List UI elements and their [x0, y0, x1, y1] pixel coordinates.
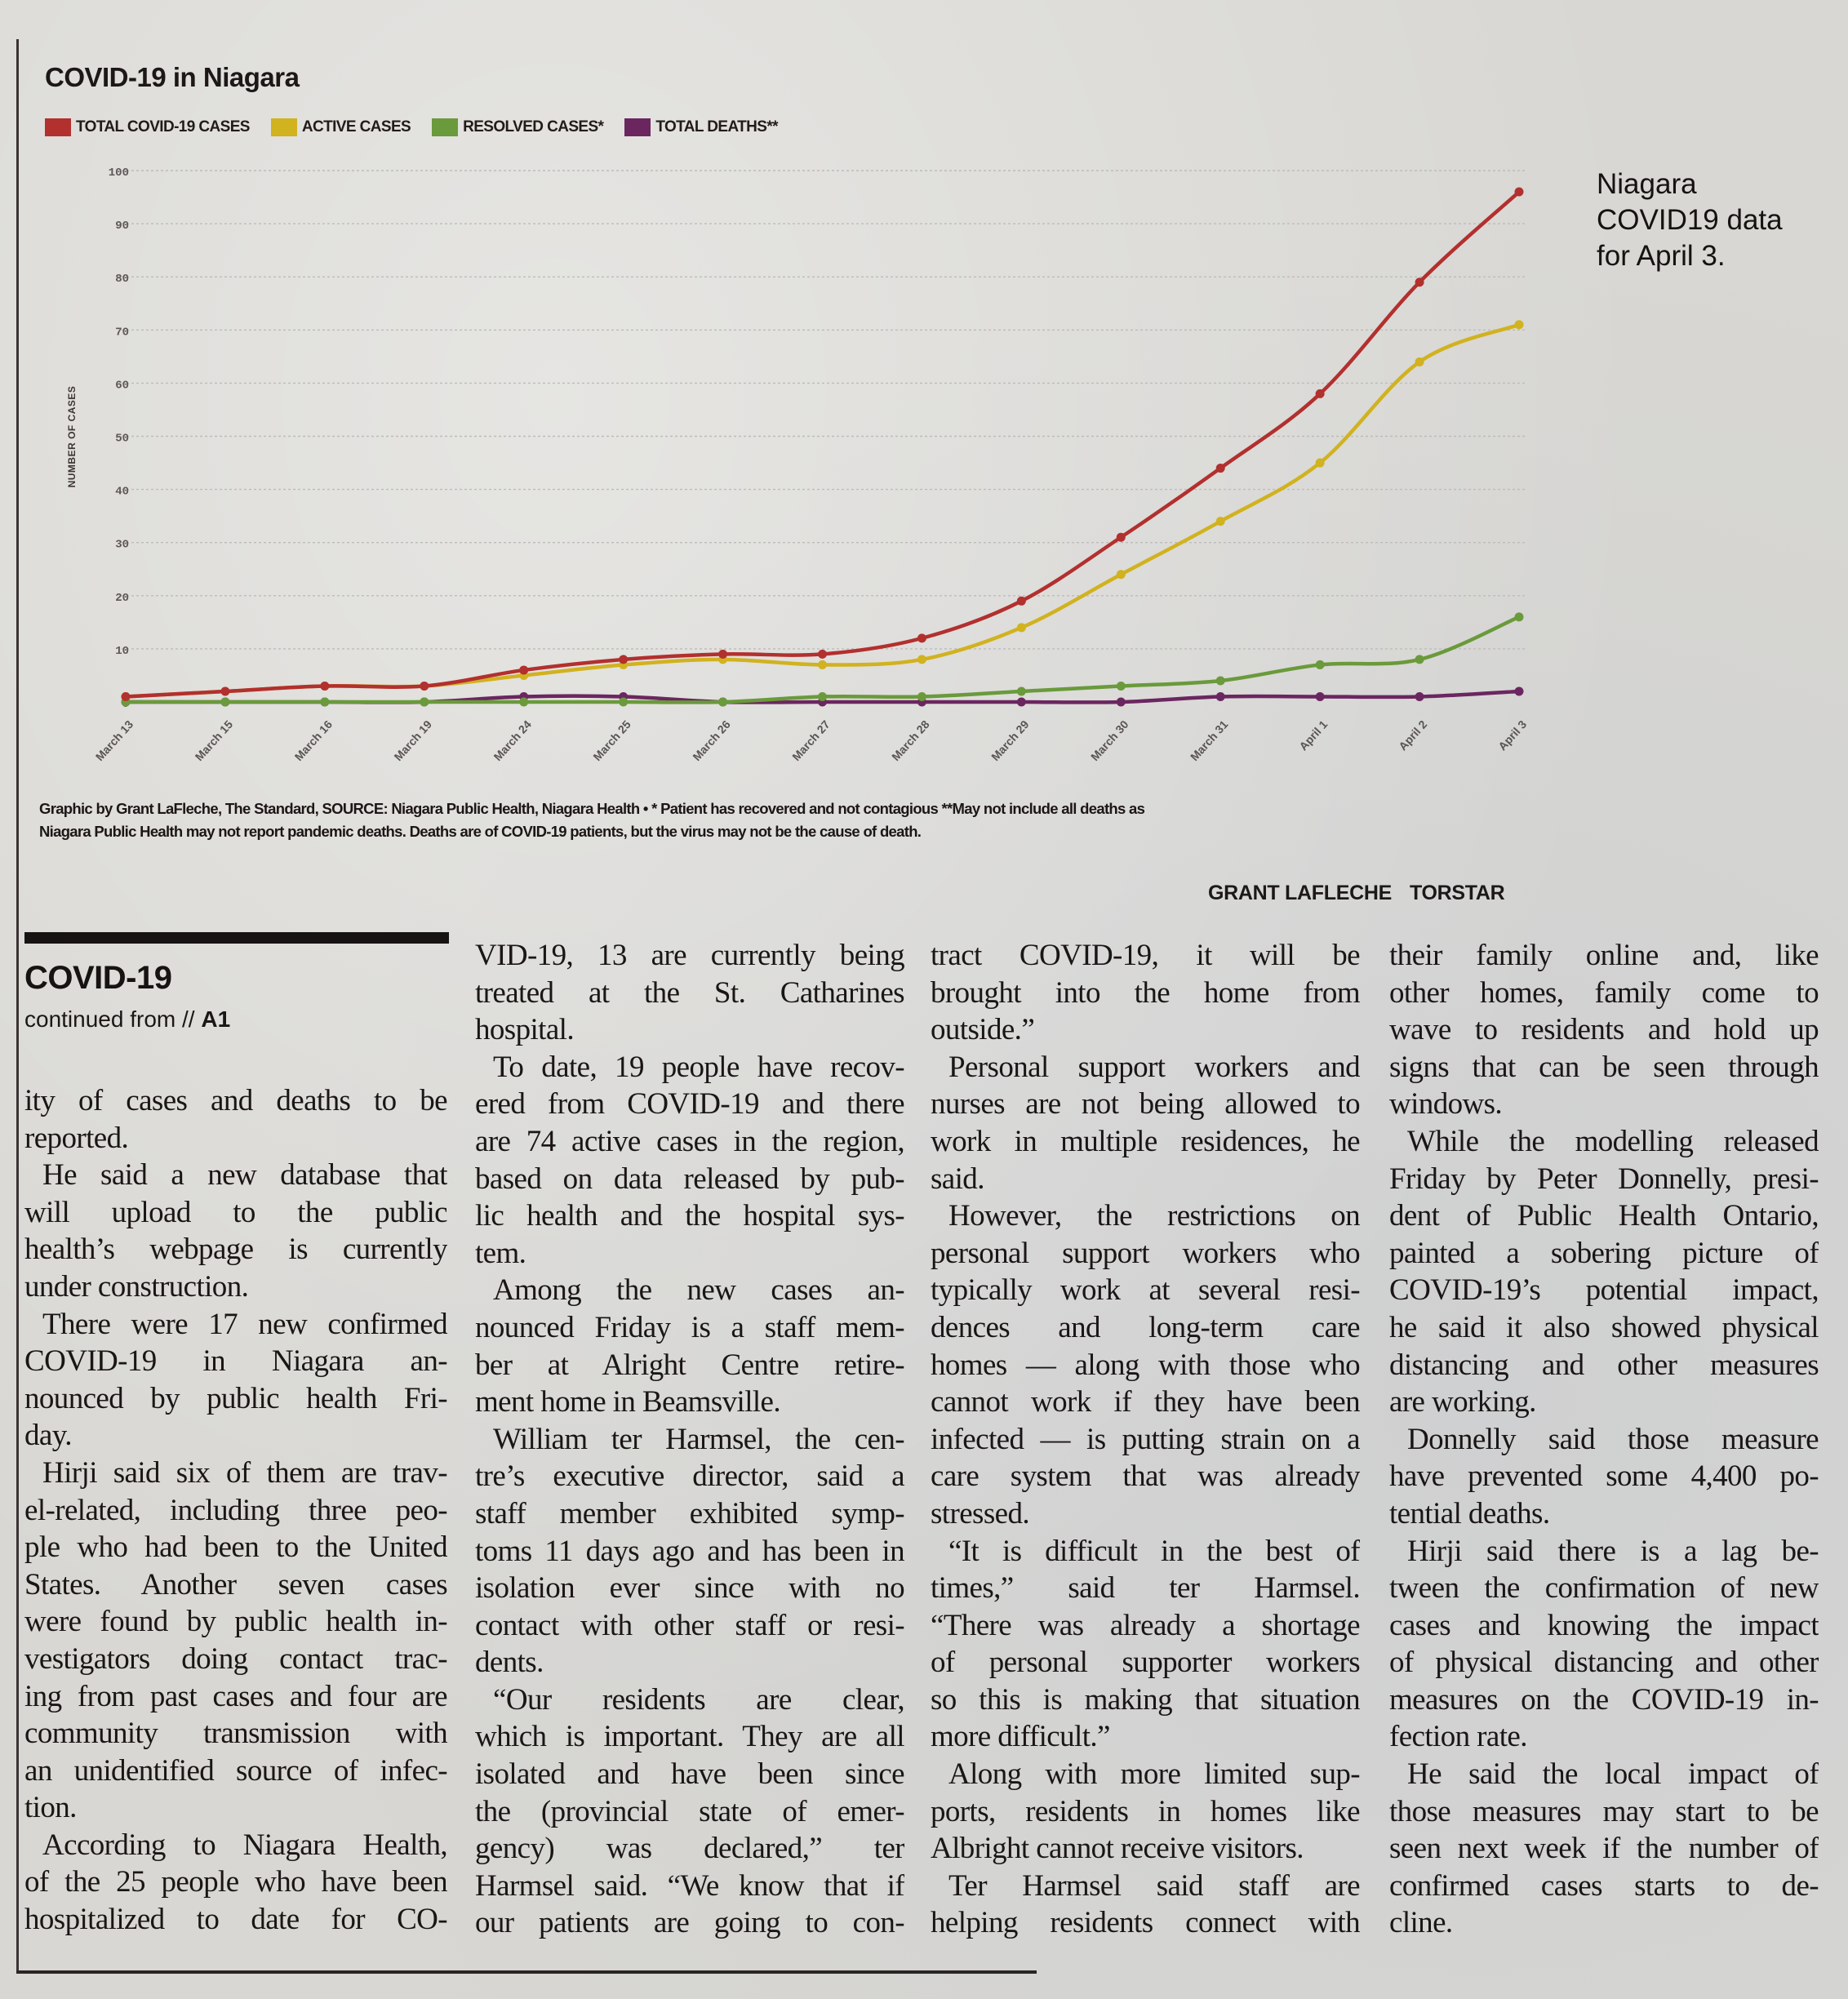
- article-line: dents.: [475, 1646, 544, 1680]
- data-point: [1117, 533, 1126, 542]
- data-point: [818, 692, 827, 701]
- credit-org: TORSTAR: [1409, 882, 1505, 904]
- article-line: dent of Public Health Ontario,: [1389, 1199, 1819, 1233]
- article-line: ity of cases and deaths to be: [24, 1084, 447, 1117]
- article-line: treated at the St. Catharines: [475, 975, 904, 1010]
- y-tick-label: 60: [115, 379, 129, 393]
- article-line: wave to residents and hold up: [1389, 1013, 1819, 1047]
- legend-label-resolved: RESOLVED CASES*: [463, 118, 604, 135]
- annotation-line: Niagara: [1597, 168, 1697, 200]
- article-line: reported.: [24, 1121, 129, 1155]
- data-point: [1017, 597, 1026, 606]
- article-line: ered from COVID-19 and there: [475, 1087, 904, 1122]
- article-line: tween the confirmation of new: [1389, 1571, 1819, 1606]
- article-line: el-related, including three peo-: [24, 1493, 447, 1527]
- article-line: While the modelling released: [1407, 1124, 1819, 1158]
- article-line: other homes, family come to: [1389, 975, 1819, 1010]
- y-axis-title: NUMBER OF CASES: [66, 385, 78, 488]
- data-point: [220, 698, 229, 707]
- credit-name: GRANT LAFLECHE: [1208, 882, 1392, 904]
- data-point: [220, 686, 229, 695]
- article-line: Hirji said six of them are trav-: [42, 1455, 447, 1490]
- article-line: were found by public health in-: [24, 1605, 447, 1639]
- data-point: [619, 698, 628, 707]
- article-line: Ter Harmsel said staff are: [948, 1868, 1360, 1903]
- article-line: Albright cannot receive visitors.: [931, 1832, 1304, 1866]
- article-line: He said the local impact of: [1407, 1757, 1819, 1792]
- x-tick-label: March 30: [1088, 717, 1131, 764]
- article-line: stressed.: [931, 1496, 1029, 1530]
- x-tick-label: March 28: [889, 717, 932, 764]
- article-line: “It is difficult in the best of: [948, 1534, 1360, 1568]
- chart-caption: [39, 797, 1533, 843]
- caption-line: Niagara Public Health may not report pandemic deaths. Deaths are of COVID-19 patients, but the virus may not be the cause of death.: [39, 823, 922, 840]
- article-kicker: COVID-19: [24, 960, 172, 996]
- article-line: seen next week if the number of: [1389, 1832, 1819, 1866]
- x-tick-label: April 1: [1296, 717, 1330, 753]
- section-rule: [24, 932, 449, 944]
- x-tick-label: March 25: [590, 717, 633, 764]
- data-point: [818, 660, 827, 669]
- article-line: Harmsel said. “We know that if: [475, 1868, 904, 1903]
- data-point: [718, 650, 727, 659]
- article-line: William ter Harmsel, the cen-: [493, 1422, 904, 1456]
- article-line: outside.”: [931, 1013, 1035, 1047]
- data-point: [1216, 464, 1225, 473]
- data-point: [1316, 692, 1325, 701]
- data-point: [1316, 459, 1325, 468]
- data-point: [1415, 655, 1424, 664]
- article-line: tre’s executive director, said a: [475, 1459, 904, 1494]
- data-point: [619, 655, 628, 664]
- article-line: day.: [24, 1419, 72, 1453]
- article-line: lic health and the hospital sys-: [475, 1199, 904, 1233]
- article-line: States. Another seven cases: [24, 1567, 447, 1601]
- x-tick-label: March 19: [391, 717, 435, 764]
- article-line: those measures may start to be: [1389, 1794, 1819, 1828]
- article-column-1: [24, 1082, 447, 1939]
- data-point: [1515, 612, 1524, 621]
- data-point: [818, 650, 827, 659]
- data-point: [1017, 698, 1026, 707]
- x-tick-label: March 13: [92, 717, 136, 764]
- y-tick-label: 70: [115, 326, 129, 340]
- article-line: the (provincial state of emer-: [475, 1794, 904, 1828]
- article-line: personal support workers who: [931, 1236, 1360, 1270]
- article-line: ing from past cases and four are: [24, 1679, 447, 1713]
- continued-page-link[interactable]: A1: [201, 1006, 231, 1032]
- article-line: COVID-19’s potential impact,: [1389, 1273, 1819, 1308]
- article-line: helping residents connect with: [931, 1906, 1360, 1940]
- article-line: times,” said ter Harmsel.: [931, 1571, 1360, 1606]
- y-tick-label: 30: [115, 538, 129, 552]
- article-line: Donnelly said those measure: [1407, 1422, 1819, 1456]
- article-line: ple who had been to the United: [24, 1530, 447, 1565]
- x-tick-label: March 26: [690, 717, 733, 764]
- x-tick-label: April 3: [1495, 717, 1530, 753]
- legend-label-total: TOTAL COVID-19 CASES: [76, 118, 250, 135]
- data-point: [1117, 698, 1126, 707]
- annotation-line: for April 3.: [1597, 240, 1726, 272]
- data-point: [1017, 623, 1026, 632]
- data-point: [320, 698, 329, 707]
- data-point: [1515, 188, 1524, 197]
- legend-label-deaths: TOTAL DEATHS**: [655, 118, 778, 135]
- article-line: are working.: [1389, 1385, 1536, 1419]
- article-line: more difficult.”: [931, 1720, 1110, 1754]
- legend-label-active: ACTIVE CASES: [301, 118, 411, 135]
- article-line: confirmed cases starts to de-: [1389, 1868, 1819, 1903]
- data-point: [1117, 682, 1126, 691]
- x-tick-label: March 29: [988, 717, 1032, 764]
- y-tick-label: 50: [115, 432, 129, 446]
- x-tick-label: March 24: [491, 717, 534, 764]
- series-line-0: [126, 192, 1519, 696]
- y-tick-label: 100: [108, 167, 129, 180]
- article-line: dences and long-term care: [931, 1310, 1360, 1344]
- data-point: [1117, 570, 1126, 579]
- article-line: nounced Friday is a staff mem-: [475, 1310, 904, 1344]
- article-line: our patients are going to con-: [475, 1906, 904, 1940]
- x-tick-label: March 27: [789, 717, 833, 764]
- article-line: toms 11 days ago and has been in: [475, 1534, 904, 1568]
- article-line: windows.: [1389, 1087, 1503, 1122]
- article-line: health’s webpage is currently: [24, 1233, 447, 1267]
- article-line: gency) was declared,” ter: [475, 1832, 904, 1866]
- article-line: work in multiple residences, he: [931, 1124, 1360, 1158]
- article-line: “There was already a shortage: [931, 1608, 1360, 1642]
- data-point: [917, 692, 926, 701]
- data-point: [519, 698, 528, 707]
- data-point: [1515, 686, 1524, 695]
- data-point: [1415, 278, 1424, 287]
- data-point: [320, 682, 329, 691]
- article-line: of the 25 people who have been: [24, 1865, 447, 1899]
- data-point: [1216, 692, 1225, 701]
- article-line: which is important. They are all: [475, 1720, 904, 1754]
- article-line: so this is making that situation: [931, 1682, 1360, 1717]
- data-point: [917, 633, 926, 642]
- article-line: measures on the COVID-19 in-: [1389, 1682, 1819, 1717]
- x-tick-label: March 31: [1187, 717, 1231, 764]
- article-line: of physical distancing and other: [1389, 1646, 1819, 1680]
- data-point: [519, 665, 528, 674]
- article-line: According to Niagara Health,: [42, 1828, 447, 1862]
- x-tick-label: April 2: [1396, 717, 1430, 753]
- data-point: [917, 655, 926, 664]
- article-line: have prevented some 4,400 po-: [1389, 1459, 1819, 1494]
- data-point: [420, 698, 429, 707]
- article-line: contact with other staff or resi-: [475, 1608, 904, 1642]
- article-column-2: [475, 937, 904, 1942]
- continued-from: [24, 1006, 230, 1033]
- article-line: painted a sobering picture of: [1389, 1236, 1819, 1270]
- continued-prefix: continued from //: [24, 1006, 195, 1032]
- caption-line: Graphic by Grant LaFleche, The Standard, SOURCE: Niagara Public Health, Niagara Health • * Patient has recovered and not contagious **May not include all deaths as: [39, 800, 1145, 817]
- article-line: To date, 19 people have recov-: [493, 1050, 904, 1084]
- y-tick-label: 40: [115, 485, 129, 499]
- article-line: cannot work if they have been: [931, 1385, 1360, 1419]
- data-point: [1316, 660, 1325, 669]
- photo-credit: [1208, 882, 1522, 905]
- article-line: cline.: [1389, 1906, 1453, 1940]
- article-line: cases and knowing the impact: [1389, 1608, 1819, 1642]
- article-line: Among the new cases an-: [493, 1273, 904, 1308]
- article-line: VID-19, 13 are currently being: [475, 939, 904, 972]
- article-line: hospitalized to date for CO-: [24, 1903, 447, 1937]
- article-line: an unidentified source of infec-: [24, 1753, 447, 1788]
- data-point: [1017, 686, 1026, 695]
- article-line: Hirji said there is a lag be-: [1407, 1534, 1819, 1568]
- article-line: based on data released by pub-: [475, 1162, 904, 1196]
- article-line: Personal support workers and: [948, 1050, 1360, 1084]
- article-line: vestigators doing contact trac-: [24, 1641, 447, 1676]
- article-column-4: [1389, 937, 1819, 1942]
- article-line: ber at Alright Centre retire-: [475, 1348, 904, 1382]
- article-line: tion.: [24, 1791, 77, 1825]
- article-line: He said a new database that: [42, 1158, 447, 1193]
- article-line: However, the restrictions on: [948, 1199, 1360, 1233]
- data-point: [420, 682, 429, 691]
- article-line: Along with more limited sup-: [948, 1757, 1360, 1792]
- article-line: their family online and, like: [1389, 939, 1819, 972]
- article-line: isolation ever since with no: [475, 1571, 904, 1606]
- article-line: COVID-19 in Niagara an-: [24, 1344, 447, 1379]
- line-chart: [0, 0, 1848, 800]
- article-line: nurses are not being allowed to: [931, 1087, 1360, 1122]
- article-line: he said it also showed physical: [1389, 1310, 1819, 1344]
- series-line-2: [126, 617, 1519, 703]
- article-line: will upload to the public: [24, 1195, 447, 1229]
- data-point: [718, 698, 727, 707]
- y-tick-label: 90: [115, 220, 129, 233]
- annotation-line: COVID19 data: [1597, 204, 1783, 236]
- article-line: care system that was already: [931, 1459, 1360, 1494]
- series-line-1: [126, 325, 1519, 697]
- chart-title: COVID-19 in Niagara: [45, 62, 300, 92]
- article-line: “Our residents are clear,: [493, 1682, 904, 1717]
- article-line: Friday by Peter Donnelly, presi-: [1389, 1162, 1819, 1196]
- article-line: of personal supporter workers: [931, 1646, 1360, 1680]
- article-line: ports, residents in homes like: [931, 1794, 1360, 1828]
- article-line: tract COVID-19, it will be: [931, 939, 1360, 972]
- data-point: [1216, 517, 1225, 526]
- data-point: [1415, 692, 1424, 701]
- article-line: fection rate.: [1389, 1720, 1527, 1754]
- data-point: [1216, 676, 1225, 685]
- article-line: tem.: [475, 1236, 526, 1270]
- page-rule: [16, 1970, 1037, 1974]
- article-line: There were 17 new confirmed: [42, 1307, 447, 1341]
- article-line: hospital.: [475, 1013, 575, 1047]
- article-line: typically work at several resi-: [931, 1273, 1360, 1308]
- x-tick-label: March 15: [192, 717, 236, 764]
- chart-annotation: [1597, 167, 1783, 274]
- article-line: ment home in Beamsville.: [475, 1385, 781, 1419]
- article-line: are 74 active cases in the region,: [475, 1124, 904, 1158]
- article-line: under construction.: [24, 1269, 249, 1304]
- article-line: brought into the home from: [931, 975, 1360, 1010]
- article-column-3: [931, 937, 1360, 1942]
- article-line: community transmission with: [24, 1717, 447, 1751]
- x-tick-label: March 16: [291, 717, 335, 764]
- data-point: [122, 692, 131, 701]
- y-tick-label: 20: [115, 591, 129, 605]
- data-point: [1415, 358, 1424, 366]
- article-line: signs that can be seen through: [1389, 1050, 1819, 1084]
- article-line: homes — along with those who: [931, 1348, 1360, 1382]
- article-line: isolated and have been since: [475, 1757, 904, 1792]
- article-line: said.: [931, 1162, 984, 1196]
- article-line: staff member exhibited symp-: [475, 1496, 904, 1530]
- y-tick-label: 10: [115, 644, 129, 658]
- data-point: [1515, 320, 1524, 329]
- y-tick-label: 80: [115, 273, 129, 287]
- article-line: distancing and other measures: [1389, 1348, 1819, 1382]
- article-line: nounced by public health Fri-: [24, 1381, 447, 1415]
- article-line: infected — is putting strain on a: [931, 1422, 1360, 1456]
- article-line: tential deaths.: [1389, 1496, 1550, 1530]
- data-point: [1316, 389, 1325, 398]
